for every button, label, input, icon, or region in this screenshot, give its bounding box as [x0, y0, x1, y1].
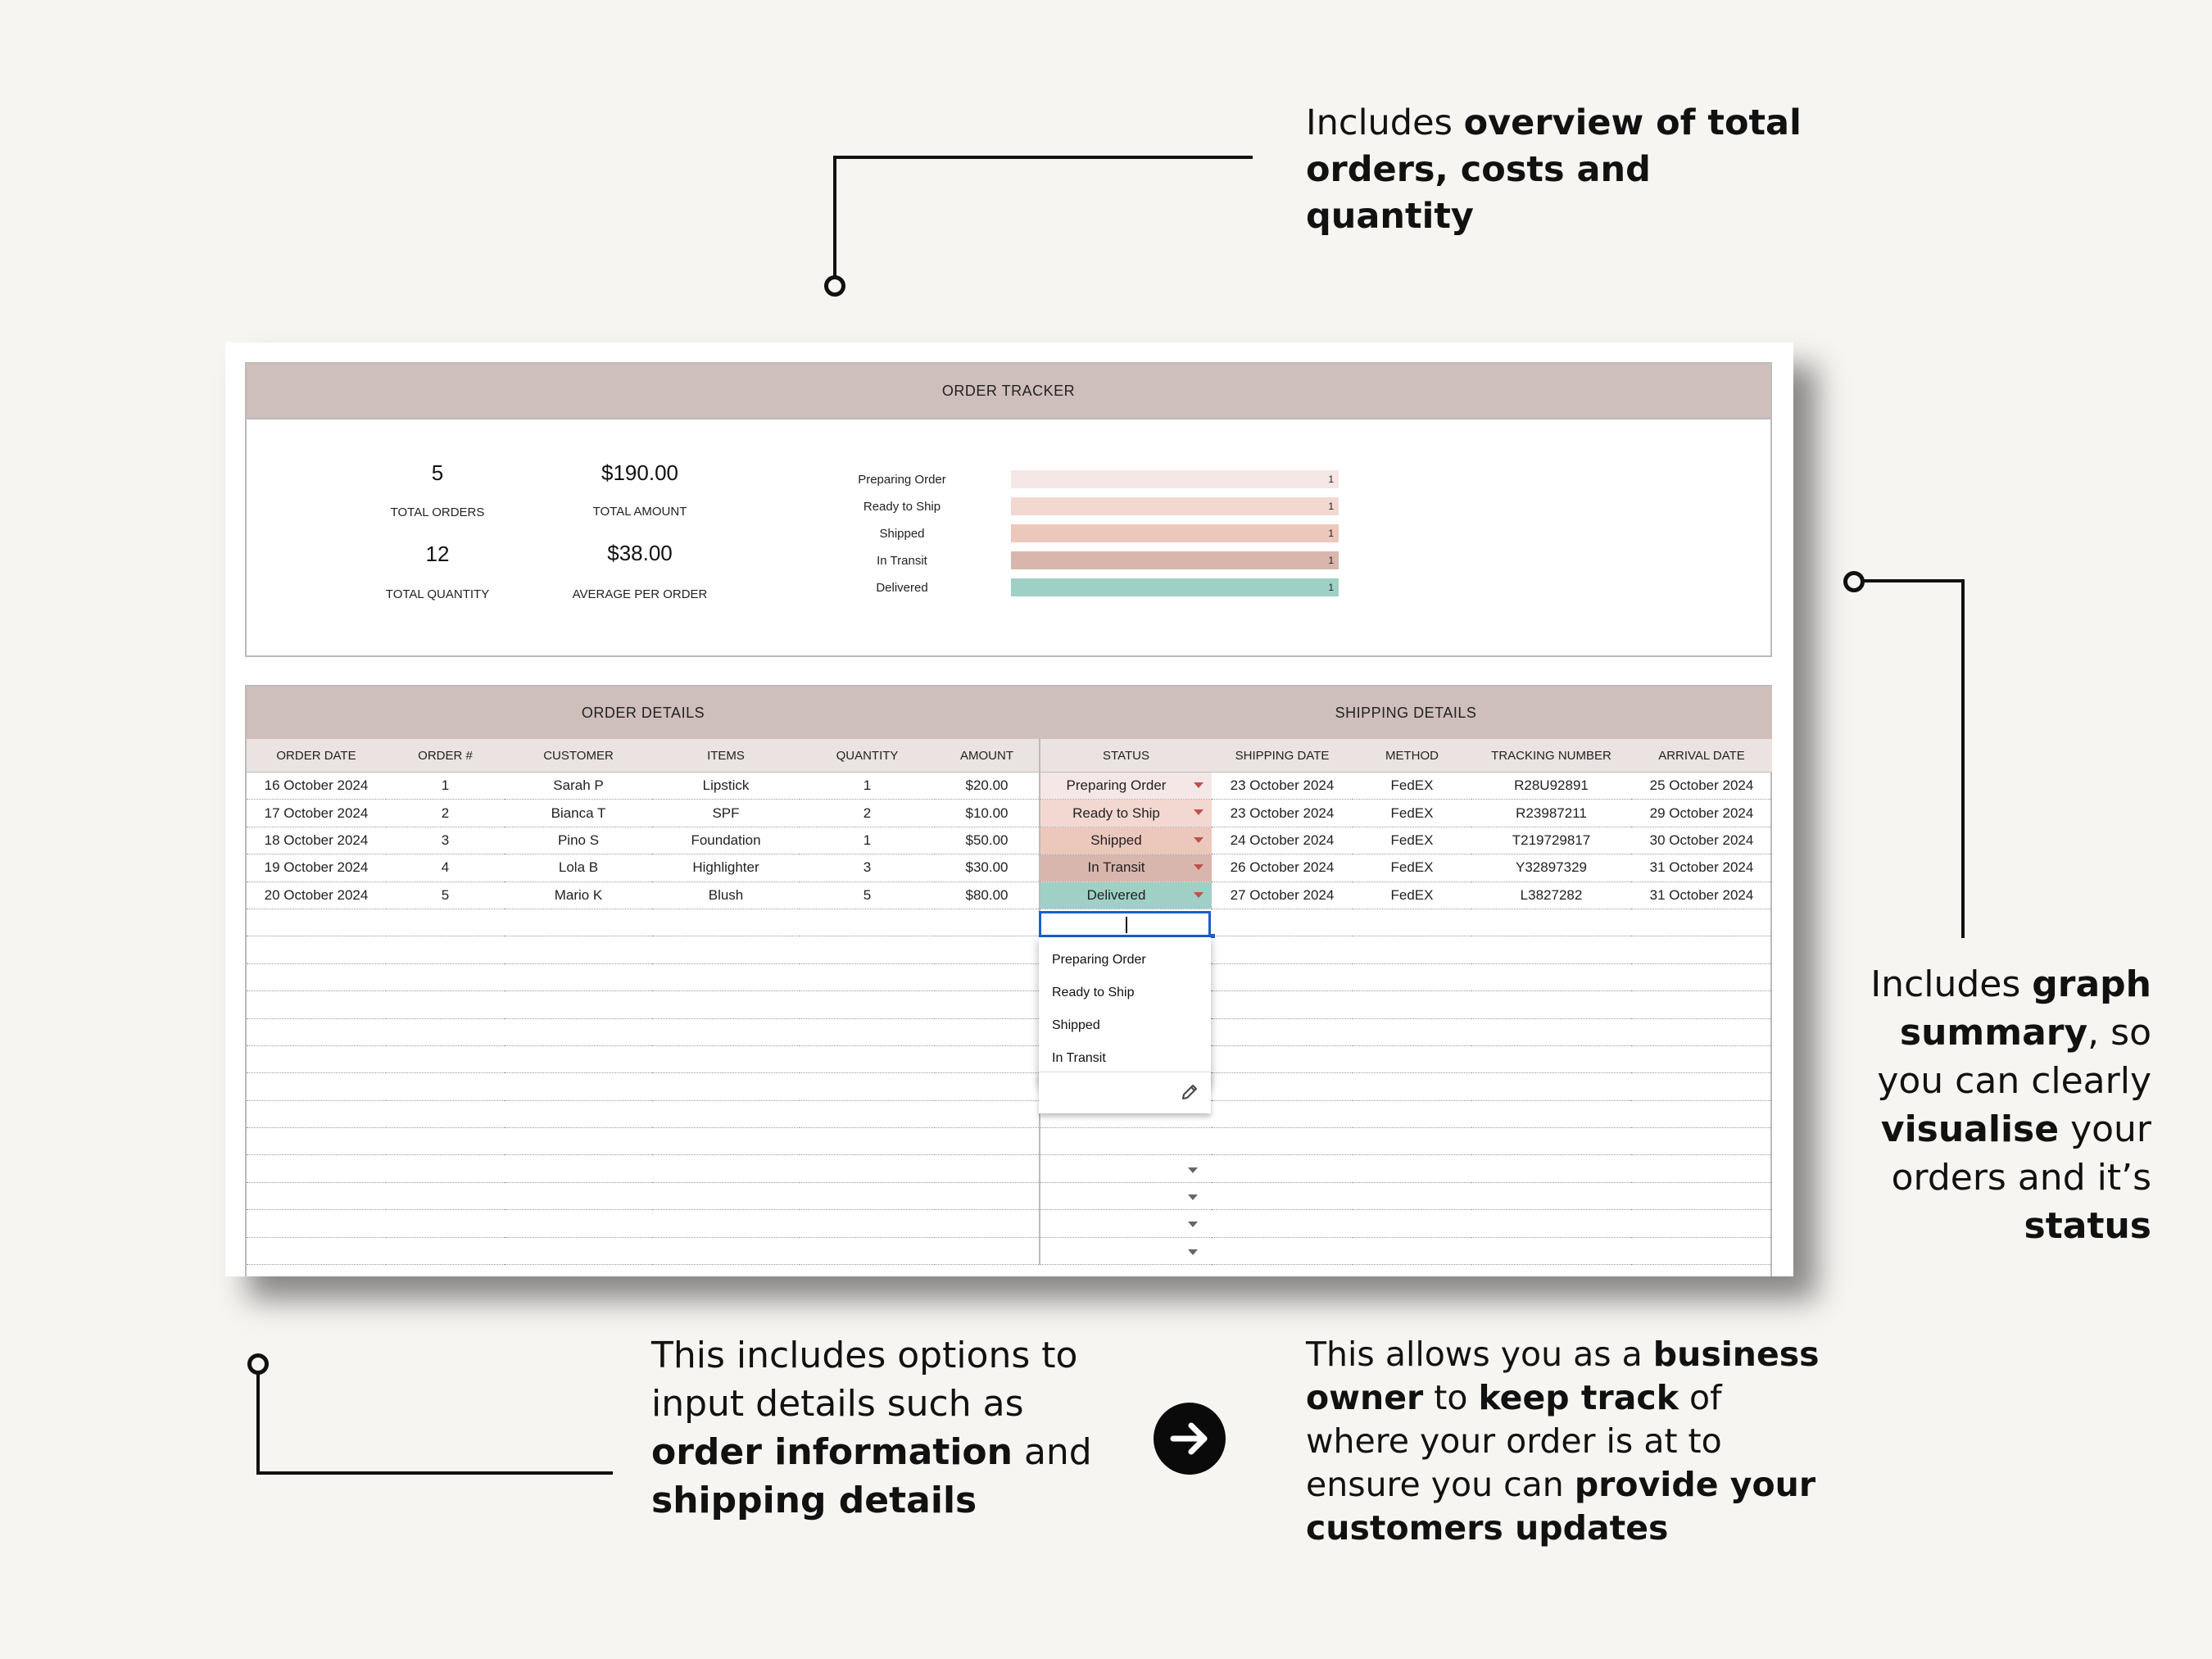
empty-cell[interactable]: [1353, 1018, 1471, 1045]
arrow-right-icon: [1154, 1403, 1226, 1475]
bar: [1011, 524, 1339, 542]
callout-graph-summary: Includes graph summary, so you can clearly visualise your orders and it’s status: [1870, 963, 2151, 1247]
empty-cell[interactable]: [1212, 936, 1353, 963]
status-value: Preparing Order: [1066, 777, 1167, 794]
table-cell[interactable]: SPF: [652, 800, 800, 827]
empty-cell[interactable]: [1353, 1128, 1471, 1155]
table-cell[interactable]: Y32897329: [1471, 854, 1631, 882]
empty-cell[interactable]: [1212, 991, 1353, 1018]
pencil-icon[interactable]: [1180, 1082, 1199, 1102]
empty-cell[interactable]: [1631, 1100, 1772, 1127]
empty-cell[interactable]: [1212, 1182, 1353, 1209]
table-cell[interactable]: FedEX: [1353, 882, 1471, 909]
empty-cell[interactable]: [800, 991, 935, 1018]
table-cell[interactable]: Mario K: [505, 882, 652, 909]
empty-cell[interactable]: [1353, 936, 1471, 963]
empty-cell[interactable]: [1353, 1155, 1471, 1182]
chevron-down-icon[interactable]: [1194, 782, 1203, 788]
total-amount-label: TOTAL AMOUNT: [592, 505, 687, 519]
empty-cell[interactable]: [386, 1073, 505, 1100]
status-value: Delivered: [1086, 886, 1146, 903]
table-cell[interactable]: Foundation: [652, 827, 800, 854]
empty-cell[interactable]: [505, 936, 652, 963]
empty-cell[interactable]: [1040, 1182, 1212, 1209]
empty-cell[interactable]: [800, 1045, 935, 1072]
empty-cell[interactable]: [247, 1182, 386, 1209]
order-tracker-title: ORDER TRACKER: [247, 364, 1770, 419]
empty-cell[interactable]: [935, 1155, 1040, 1182]
table-row: [247, 773, 1772, 800]
shipping-details-title: SHIPPING DETAILS: [1040, 687, 1772, 739]
empty-cell[interactable]: [386, 1018, 505, 1045]
table-cell[interactable]: 31 October 2024: [1631, 854, 1772, 882]
table-row: [247, 800, 1772, 827]
table-cell[interactable]: Lola B: [505, 854, 652, 882]
column-header[interactable]: CUSTOMER: [505, 739, 652, 773]
total-orders-label: TOTAL ORDERS: [390, 505, 485, 519]
empty-cell[interactable]: [1631, 909, 1772, 936]
empty-cell[interactable]: [247, 1210, 386, 1237]
table-cell[interactable]: $30.00: [935, 854, 1040, 882]
empty-row: [247, 1182, 1772, 1209]
table-row: [247, 882, 1772, 909]
table-cell[interactable]: $50.00: [935, 827, 1040, 854]
table-cell[interactable]: Blush: [652, 882, 800, 909]
callout-line-right-h: [1863, 579, 1965, 582]
empty-cell[interactable]: [505, 1210, 652, 1237]
table-cell[interactable]: 3: [386, 827, 505, 854]
status-dropdown-cell[interactable]: [1040, 773, 1212, 800]
empty-cell[interactable]: [1631, 1045, 1772, 1072]
callout-input-details: This includes options to input details such as order information and shipping details: [651, 1335, 1092, 1521]
empty-cell[interactable]: [247, 1128, 386, 1155]
empty-row: [247, 991, 1772, 1018]
empty-cell[interactable]: [505, 963, 652, 990]
empty-cell[interactable]: [1212, 1045, 1353, 1072]
chevron-down-icon[interactable]: [1188, 1167, 1198, 1173]
empty-cell[interactable]: [800, 1100, 935, 1127]
dropdown-option[interactable]: In Transit: [1052, 1051, 1106, 1065]
table-cell[interactable]: T219729817: [1471, 827, 1631, 854]
table-cell[interactable]: 20 October 2024: [247, 882, 386, 909]
empty-row: [247, 1210, 1772, 1237]
empty-cell[interactable]: [935, 1237, 1040, 1264]
empty-cell[interactable]: [652, 1128, 800, 1155]
callout-overview: Includes overview of total orders, costs and quantity: [1306, 102, 1802, 237]
empty-cell[interactable]: [1471, 1073, 1631, 1100]
chevron-down-icon[interactable]: [1194, 892, 1203, 898]
empty-cell[interactable]: [1212, 1210, 1353, 1237]
bar-label: Delivered: [876, 581, 928, 595]
empty-cell[interactable]: [386, 1155, 505, 1182]
status-dropdown-menu: [1039, 937, 1211, 1085]
empty-cell[interactable]: [800, 1210, 935, 1237]
empty-cell[interactable]: [1353, 1073, 1471, 1100]
callout-dot-right: [1843, 571, 1865, 592]
empty-row: [247, 1018, 1772, 1045]
empty-cell[interactable]: [800, 1073, 935, 1100]
empty-cell[interactable]: [652, 1182, 800, 1209]
empty-cell[interactable]: [935, 936, 1040, 963]
column-header[interactable]: QUANTITY: [800, 739, 935, 773]
column-header[interactable]: ITEMS: [652, 739, 800, 773]
empty-cell[interactable]: [1471, 1100, 1631, 1127]
empty-cell[interactable]: [1471, 909, 1631, 936]
table-cell[interactable]: $10.00: [935, 800, 1040, 827]
empty-cell[interactable]: [1353, 909, 1471, 936]
empty-cell[interactable]: [1631, 1073, 1772, 1100]
empty-cell[interactable]: [505, 1045, 652, 1072]
chevron-down-icon[interactable]: [1194, 864, 1203, 870]
column-header[interactable]: TRACKING NUMBER: [1471, 739, 1631, 773]
total-amount-value: $190.00: [601, 460, 678, 485]
table-cell[interactable]: 30 October 2024: [1631, 827, 1772, 854]
empty-cell[interactable]: [1471, 963, 1631, 990]
empty-cell[interactable]: [1212, 1237, 1353, 1264]
empty-cell[interactable]: [935, 1045, 1040, 1072]
empty-row: [247, 909, 1772, 936]
empty-cell[interactable]: [652, 1100, 800, 1127]
empty-cell[interactable]: [386, 1100, 505, 1127]
empty-cell[interactable]: [800, 1128, 935, 1155]
status-dropdown-cell[interactable]: [1040, 882, 1212, 909]
empty-cell[interactable]: [247, 1100, 386, 1127]
callout-dot-bottom-left: [247, 1353, 269, 1375]
callout-line-right-v: [1961, 579, 1965, 938]
empty-cell[interactable]: [800, 1018, 935, 1045]
empty-cell[interactable]: [1353, 1210, 1471, 1237]
empty-cell[interactable]: [1631, 1210, 1772, 1237]
table-cell[interactable]: R28U92891: [1471, 773, 1631, 800]
empty-row: [247, 936, 1772, 963]
table-cell[interactable]: FedEX: [1353, 827, 1471, 854]
table-cell[interactable]: 27 October 2024: [1212, 882, 1353, 909]
empty-cell[interactable]: [247, 936, 386, 963]
empty-cell[interactable]: [386, 936, 505, 963]
empty-cell[interactable]: [652, 963, 800, 990]
table-cell[interactable]: 23 October 2024: [1212, 800, 1353, 827]
empty-cell[interactable]: [935, 1100, 1040, 1127]
table-cell[interactable]: 29 October 2024: [1631, 800, 1772, 827]
empty-cell[interactable]: [1353, 963, 1471, 990]
empty-row: [247, 1128, 1772, 1155]
empty-cell[interactable]: [247, 1045, 386, 1072]
table-row: [247, 854, 1772, 882]
column-header-row: [247, 739, 1772, 773]
table-cell[interactable]: 1: [800, 773, 935, 800]
table-cell[interactable]: 3: [800, 854, 935, 882]
bar-label: Preparing Order: [858, 473, 946, 487]
table-cell[interactable]: 24 October 2024: [1212, 827, 1353, 854]
status-value: Ready to Ship: [1072, 805, 1160, 821]
status-dropdown-cell[interactable]: [1040, 800, 1212, 827]
empty-cell[interactable]: [1631, 1018, 1772, 1045]
empty-row: [247, 1045, 1772, 1072]
empty-cell[interactable]: [800, 909, 935, 936]
empty-cell[interactable]: [247, 1237, 386, 1264]
bar-label: In Transit: [877, 554, 927, 568]
callout-line-top-h: [833, 156, 1253, 159]
empty-cell[interactable]: [652, 1155, 800, 1182]
table-cell[interactable]: 31 October 2024: [1631, 882, 1772, 909]
dropdown-option[interactable]: Shipped: [1052, 1018, 1100, 1032]
table-cell[interactable]: 25 October 2024: [1631, 773, 1772, 800]
empty-cell[interactable]: [505, 1237, 652, 1264]
empty-cell[interactable]: [247, 909, 386, 936]
spreadsheet-screenshot: [225, 342, 1793, 1276]
empty-cell[interactable]: [1040, 1155, 1212, 1182]
dropdown-option[interactable]: Ready to Ship: [1052, 986, 1135, 999]
empty-row: [247, 963, 1772, 990]
empty-cell[interactable]: [935, 991, 1040, 1018]
callout-line-bottom-v: [256, 1373, 260, 1475]
empty-cell[interactable]: [1212, 963, 1353, 990]
status-dropdown-cell[interactable]: [1040, 827, 1212, 854]
bar-label: Shipped: [879, 527, 925, 541]
table-cell[interactable]: Pino S: [505, 827, 652, 854]
empty-cell[interactable]: [1040, 1128, 1212, 1155]
chevron-down-icon[interactable]: [1194, 837, 1203, 843]
empty-cell[interactable]: [1353, 1237, 1471, 1264]
empty-cell[interactable]: [800, 1237, 935, 1264]
bar-value-label: 1: [1328, 582, 1334, 593]
empty-cell[interactable]: [386, 1237, 505, 1264]
empty-cell[interactable]: [505, 1018, 652, 1045]
table-cell[interactable]: 4: [386, 854, 505, 882]
empty-cell[interactable]: [1631, 1155, 1772, 1182]
table-cell[interactable]: 17 October 2024: [247, 800, 386, 827]
column-header[interactable]: SHIPPING DATE: [1212, 739, 1353, 773]
table-cell[interactable]: FedEX: [1353, 800, 1471, 827]
empty-cell[interactable]: [935, 963, 1040, 990]
empty-cell[interactable]: [652, 1073, 800, 1100]
empty-cell[interactable]: [1040, 1237, 1212, 1264]
table-cell[interactable]: Bianca T: [505, 800, 652, 827]
chevron-down-icon[interactable]: [1188, 1249, 1198, 1255]
bar-value-label: 1: [1328, 501, 1334, 512]
empty-cell[interactable]: [935, 1210, 1040, 1237]
empty-cell[interactable]: [800, 963, 935, 990]
bar: [1011, 497, 1339, 515]
order-details-title: ORDER DETAILS: [247, 687, 1041, 739]
empty-cell[interactable]: [1212, 1155, 1353, 1182]
column-header[interactable]: ORDER DATE: [247, 739, 386, 773]
empty-cell[interactable]: [1212, 1018, 1353, 1045]
table-cell[interactable]: 1: [386, 773, 505, 800]
empty-cell[interactable]: [652, 1210, 800, 1237]
table-cell[interactable]: Highlighter: [652, 854, 800, 882]
empty-cell[interactable]: [247, 963, 386, 990]
table-cell[interactable]: 5: [800, 882, 935, 909]
table-cell[interactable]: FedEX: [1353, 773, 1471, 800]
table-cell[interactable]: 16 October 2024: [247, 773, 386, 800]
bar: [1011, 578, 1339, 596]
order-details-panel: [245, 685, 1772, 1276]
column-header[interactable]: ORDER #: [386, 739, 505, 773]
empty-cell[interactable]: [1040, 1210, 1212, 1237]
empty-cell[interactable]: [247, 1073, 386, 1100]
data-table-wrap: [247, 739, 1774, 1276]
bar: [1011, 551, 1339, 569]
total-orders-value: 5: [431, 460, 444, 485]
empty-cell[interactable]: [1631, 1182, 1772, 1209]
empty-cell[interactable]: [1353, 991, 1471, 1018]
column-header[interactable]: AMOUNT: [935, 739, 1040, 773]
status-dropdown-cell[interactable]: [1040, 854, 1212, 882]
empty-cell[interactable]: [1471, 1045, 1631, 1072]
empty-cell[interactable]: [1212, 1100, 1353, 1127]
status-value: In Transit: [1087, 859, 1145, 876]
empty-cell[interactable]: [1471, 1018, 1631, 1045]
bar-value-label: 1: [1328, 474, 1334, 485]
dropdown-option[interactable]: Preparing Order: [1052, 953, 1146, 967]
empty-cell[interactable]: [935, 1182, 1040, 1209]
table-cell[interactable]: 2: [386, 800, 505, 827]
average-label: AVERAGE PER ORDER: [572, 587, 708, 601]
empty-cell[interactable]: [1353, 1100, 1471, 1127]
empty-cell[interactable]: [1631, 1237, 1772, 1264]
order-tracker-panel: [245, 362, 1772, 657]
empty-cell[interactable]: [1471, 936, 1631, 963]
empty-cell[interactable]: [505, 1100, 652, 1127]
table-cell[interactable]: $20.00: [935, 773, 1040, 800]
empty-cell[interactable]: [1471, 1182, 1631, 1209]
empty-cell[interactable]: [1631, 991, 1772, 1018]
empty-cell[interactable]: [386, 1182, 505, 1209]
empty-cell[interactable]: [386, 991, 505, 1018]
empty-cell[interactable]: [652, 991, 800, 1018]
total-quantity-value: 12: [425, 542, 450, 566]
status-cell-editor[interactable]: [1039, 911, 1211, 937]
status-bar-chart: [820, 470, 1334, 610]
chevron-down-icon[interactable]: [1188, 1194, 1198, 1200]
chevron-down-icon[interactable]: [1194, 809, 1203, 815]
table-cell[interactable]: 5: [386, 882, 505, 909]
empty-cell[interactable]: [935, 1128, 1040, 1155]
empty-cell[interactable]: [247, 1155, 386, 1182]
empty-cell[interactable]: [652, 936, 800, 963]
empty-row: [247, 1100, 1772, 1127]
editor-resize-handle[interactable]: [1211, 934, 1215, 938]
table-cell[interactable]: 1: [800, 827, 935, 854]
empty-cell[interactable]: [247, 1018, 386, 1045]
empty-cell[interactable]: [386, 909, 505, 936]
average-value: $38.00: [607, 541, 673, 565]
empty-cell[interactable]: [1471, 1155, 1631, 1182]
empty-row: [247, 1237, 1772, 1264]
empty-cell[interactable]: [1212, 1073, 1353, 1100]
empty-row: [247, 1155, 1772, 1182]
column-header[interactable]: STATUS: [1040, 739, 1212, 773]
bar-label: Ready to Ship: [863, 500, 941, 514]
table-cell[interactable]: $80.00: [935, 882, 1040, 909]
empty-cell[interactable]: [1353, 1045, 1471, 1072]
empty-cell[interactable]: [1631, 963, 1772, 990]
empty-cell[interactable]: [386, 963, 505, 990]
table-cell[interactable]: Lipstick: [652, 773, 800, 800]
empty-cell[interactable]: [935, 1018, 1040, 1045]
empty-cell[interactable]: [800, 936, 935, 963]
empty-cell[interactable]: [386, 1210, 505, 1237]
empty-cell[interactable]: [652, 1045, 800, 1072]
empty-cell[interactable]: [1353, 1182, 1471, 1209]
status-value: Shipped: [1090, 832, 1142, 848]
table-cell[interactable]: 26 October 2024: [1212, 854, 1353, 882]
empty-cell[interactable]: [1631, 936, 1772, 963]
text-cursor: [1126, 917, 1127, 933]
empty-row: [247, 1073, 1772, 1100]
column-header[interactable]: ARRIVAL DATE: [1631, 739, 1772, 773]
empty-cell[interactable]: [935, 1073, 1040, 1100]
empty-cell[interactable]: [505, 1128, 652, 1155]
empty-cell[interactable]: [652, 1018, 800, 1045]
table-cell[interactable]: FedEX: [1353, 854, 1471, 882]
bar-value-label: 1: [1328, 528, 1334, 539]
empty-cell[interactable]: [505, 991, 652, 1018]
table-cell[interactable]: 18 October 2024: [247, 827, 386, 854]
callout-line-bottom-h: [256, 1471, 613, 1475]
empty-cell[interactable]: [247, 991, 386, 1018]
empty-cell[interactable]: [800, 1182, 935, 1209]
table-cell[interactable]: 23 October 2024: [1212, 773, 1353, 800]
empty-cell[interactable]: [1471, 1237, 1631, 1264]
table-row: [247, 827, 1772, 854]
empty-cell[interactable]: [1212, 909, 1353, 936]
table-cell[interactable]: 2: [800, 800, 935, 827]
total-quantity-label: TOTAL QUANTITY: [385, 587, 490, 601]
bar: [1011, 470, 1339, 488]
column-header[interactable]: METHOD: [1353, 739, 1471, 773]
chevron-down-icon[interactable]: [1188, 1222, 1198, 1227]
bar-value-label: 1: [1328, 555, 1334, 566]
dropdown-footer: [1039, 1072, 1211, 1113]
callout-dot-top: [824, 275, 845, 297]
table-cell[interactable]: 19 October 2024: [247, 854, 386, 882]
empty-cell[interactable]: [1631, 1128, 1772, 1155]
empty-cell[interactable]: [652, 1237, 800, 1264]
empty-cell[interactable]: [935, 909, 1040, 936]
empty-cell[interactable]: [652, 909, 800, 936]
orders-table: [247, 739, 1772, 1265]
empty-cell[interactable]: [505, 1182, 652, 1209]
table-cell[interactable]: L3827282: [1471, 882, 1631, 909]
table-cell[interactable]: R23987211: [1471, 800, 1631, 827]
empty-cell[interactable]: [386, 1128, 505, 1155]
empty-cell[interactable]: [1471, 1210, 1631, 1237]
empty-cell[interactable]: [1212, 1128, 1353, 1155]
empty-cell[interactable]: [1471, 1128, 1631, 1155]
empty-cell[interactable]: [386, 1045, 505, 1072]
table-cell[interactable]: Sarah P: [505, 773, 652, 800]
empty-cell[interactable]: [505, 909, 652, 936]
callout-business-owner: This allows you as a business owner to keep track of where your order is at to ensure you can provide your customers updates: [1306, 1335, 1820, 1548]
empty-cell[interactable]: [800, 1155, 935, 1182]
empty-cell[interactable]: [505, 1155, 652, 1182]
empty-cell[interactable]: [505, 1073, 652, 1100]
empty-cell[interactable]: [1471, 991, 1631, 1018]
callout-line-top-v: [833, 156, 836, 277]
